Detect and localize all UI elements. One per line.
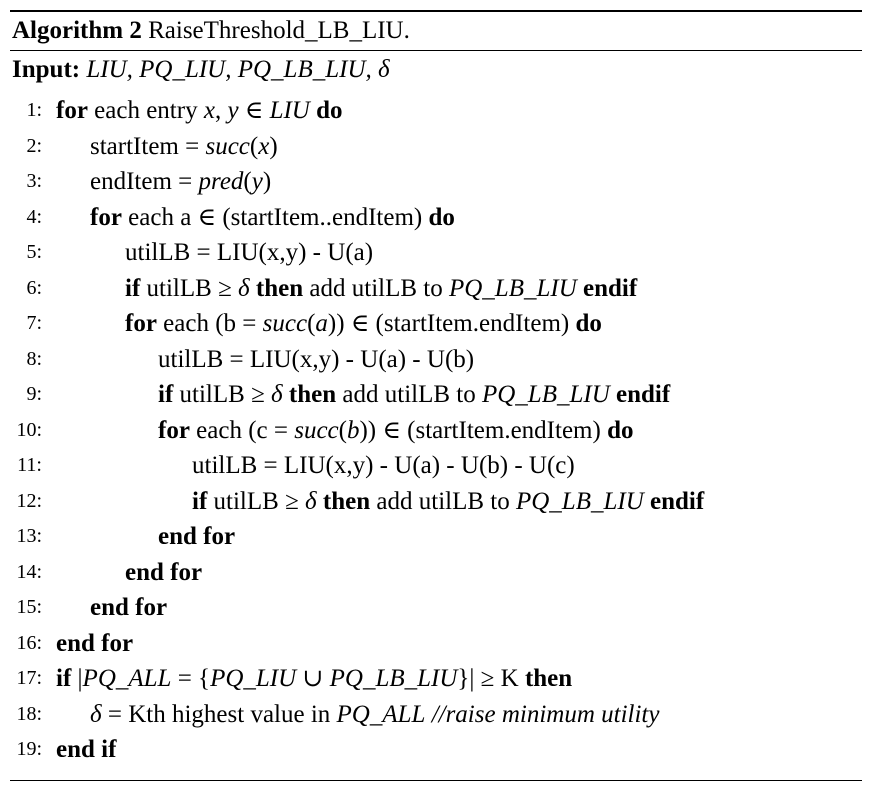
code-fragment: utilLB = LIU(x,y) - U(a) - U(b) [158,345,475,373]
math-term: b [346,416,360,444]
algorithm-title [10,12,862,50]
line-number: 12: [16,489,42,512]
bottom-rule [10,780,862,781]
keyword: if [56,665,72,692]
keyword: do [316,97,343,124]
math-term: PQ_LB_LIU [481,381,610,408]
code-fragment: ) [269,132,278,160]
code-line [10,342,862,378]
keyword: end for [158,523,236,550]
line-number: 7: [26,312,42,334]
code-text [158,342,474,378]
code-text [125,555,202,591]
code-text [90,697,659,733]
keyword: for [56,97,88,124]
math-term: y [227,97,239,124]
code-text [125,271,637,307]
keyword: end for [125,558,203,586]
code-fragment: )) ∈ (startItem.endItem) [359,416,608,444]
code-fragment: add utilLB to [303,274,449,302]
code-line [10,732,862,768]
math-term: //raise minimum utility [431,700,660,728]
math-term: y [251,168,263,195]
code-line [10,306,862,342]
code-fragment: startItem = [90,132,206,160]
code-fragment: utilLB = LIU(x,y) - U(a) [125,239,374,266]
keyword: then [524,665,573,692]
code-fragment: add utilLB to [370,487,516,515]
math-term: PQ_ALL [82,665,172,692]
code-line [10,200,862,236]
line-number: 16: [16,631,42,654]
code-text [56,93,343,129]
keyword: do [428,203,455,231]
code-text [56,661,572,697]
math-term: x [258,132,270,160]
math-term: a [315,310,328,337]
code-fragment: ( [249,132,259,160]
code-fragment: ( [338,416,347,444]
line-number: 4: [26,205,42,228]
code-line [10,235,862,271]
input-value: LIU, PQ_LIU, PQ_LB_LIU, δ [86,56,390,83]
math-term: δ [238,274,250,302]
input-label: Input: [12,56,81,83]
code-text [90,200,455,236]
code-fragment: | [71,665,83,692]
code-text [90,590,167,626]
keyword: if [158,381,174,408]
keyword: do [575,310,602,337]
keyword: if [192,487,208,515]
line-number: 2: [26,134,42,157]
code-line [10,377,862,413]
keyword: then [255,274,304,302]
code-fragment: }| ≥ K [457,665,525,692]
keyword: endif [650,487,705,515]
math-term: PQ_LIU [210,665,297,692]
code-fragment: ) [262,168,272,195]
code-fragment: each (b = [156,310,263,337]
pseudocode-lines [10,93,862,768]
code-line [10,271,862,307]
line-number: 13: [16,525,42,547]
line-number: 11: [17,454,42,476]
math-term: succ [262,310,308,337]
math-term: LIU [269,97,310,124]
line-number: 17: [16,667,42,689]
code-line [10,129,862,165]
code-line [10,626,862,662]
code-line [10,697,862,733]
line-number: 8: [26,347,42,370]
code-line [10,484,862,520]
keyword: do [607,416,634,444]
code-text [56,732,116,768]
line-number: 15: [16,596,42,618]
code-line [10,661,862,697]
math-term: PQ_LB_LIU [448,274,577,302]
keyword: for [125,310,157,337]
code-line [10,413,862,449]
code-fragment: each (c = [189,416,295,444]
code-text [125,306,602,342]
code-fragment: utilLB = LIU(x,y) - U(a) - U(b) - U(c) [192,452,575,479]
code-text [158,377,670,413]
code-fragment: utilLB ≥ [207,487,306,515]
code-text [56,626,133,662]
line-number: 14: [16,560,42,583]
math-term: δ [271,381,283,408]
keyword: endif [616,381,671,408]
keyword: for [90,203,122,231]
keyword: end for [90,594,168,621]
code-fragment: ( [243,168,252,195]
code-text [90,129,278,165]
keyword: then [288,381,337,408]
code-text [125,235,373,271]
line-number: 1: [26,99,42,121]
keyword: endif [583,274,638,302]
keyword: end if [56,736,117,763]
algorithm-input [10,51,862,89]
code-fragment: ∈ [238,97,270,124]
code-fragment: = Kth highest value in [101,700,337,728]
code-text [158,413,633,449]
code-fragment: , [214,97,228,124]
code-text [158,519,235,555]
line-number: 10: [16,418,42,441]
code-line [10,519,862,555]
algorithm-box [10,10,862,768]
keyword: then [322,487,371,515]
line-number: 18: [16,702,42,725]
code-line [10,164,862,200]
algorithm-name: RaiseThreshold_LB_LIU. [148,17,410,44]
line-number: 3: [26,170,42,192]
keyword: for [158,416,190,444]
math-term: PQ_LB_LIU [515,487,644,515]
math-term: δ [305,487,317,515]
code-fragment: each entry [87,97,204,124]
code-text [192,448,575,484]
line-number: 9: [26,383,42,405]
line-number: 6: [26,276,42,299]
keyword: if [125,274,141,302]
code-fragment: ∪ [296,665,330,692]
math-term: PQ_ALL [336,700,426,728]
code-fragment: utilLB ≥ [140,274,239,302]
math-term: pred [198,168,244,195]
math-term: succ [205,132,250,160]
math-term: δ [90,700,102,728]
code-fragment: each a ∈ (startItem..endItem) [121,203,429,231]
code-line [10,93,862,129]
math-term: succ [294,416,339,444]
code-fragment: utilLB ≥ [173,381,272,408]
code-fragment: add utilLB to [336,381,482,408]
code-fragment: ( [307,310,316,337]
keyword: end for [56,629,134,657]
line-number: 19: [16,738,42,760]
code-text [90,164,271,200]
code-fragment: = { [171,665,211,692]
math-term: PQ_LB_LIU [329,665,458,692]
code-text [192,484,704,520]
code-line [10,590,862,626]
code-line [10,448,862,484]
line-number: 5: [26,241,42,263]
code-fragment: endItem = [90,168,199,195]
math-term: x [203,97,215,124]
code-line [10,555,862,591]
algorithm-label: Algorithm 2 [12,17,142,44]
code-fragment: )) ∈ (startItem.endItem) [327,310,576,337]
